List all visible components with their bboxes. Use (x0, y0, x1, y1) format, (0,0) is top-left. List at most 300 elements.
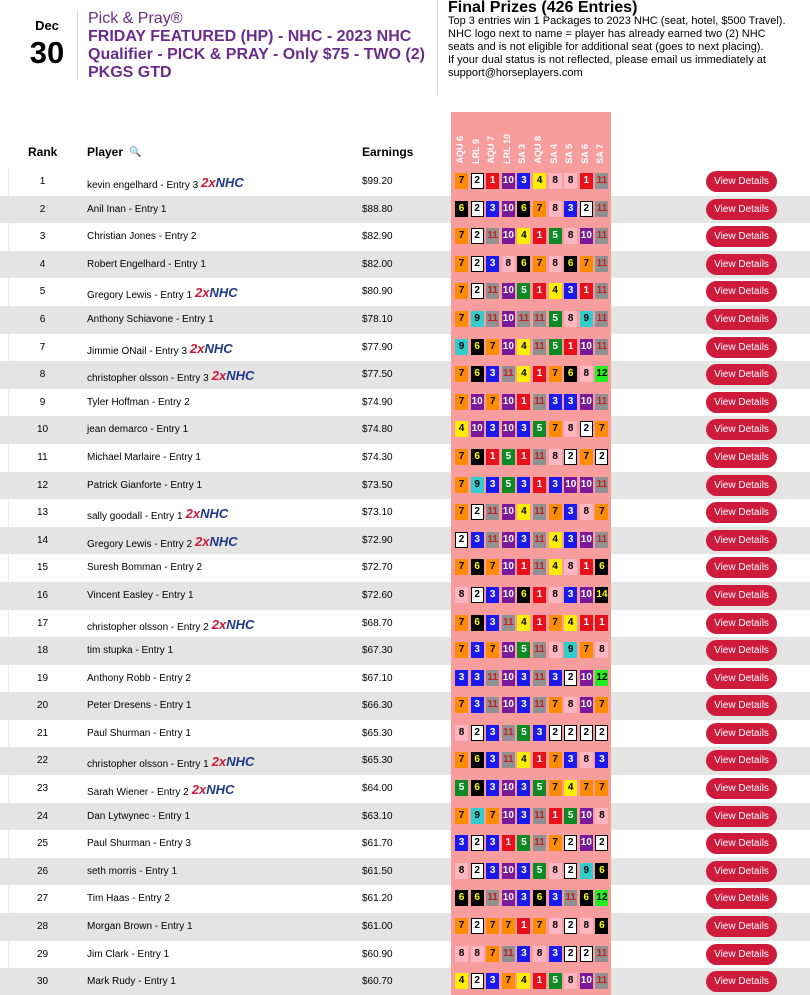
player-name[interactable]: Gregory Lewis - Entry 2 (87, 538, 193, 550)
rank-cell: 21 (36, 727, 49, 739)
picks-strip (451, 527, 611, 555)
pick-cell: 7 (455, 283, 468, 299)
player-name[interactable]: Gregory Lewis - Entry 1 (87, 290, 193, 302)
view-details-button[interactable]: View Details (706, 833, 777, 854)
player-cell (87, 342, 233, 357)
pick-cell: 7 (455, 477, 468, 493)
pick-cell: 2 (580, 725, 593, 741)
nhc-badge-label: NHC (209, 533, 238, 549)
pick-cell: 2 (471, 173, 484, 189)
pick-cell: 11 (533, 311, 546, 327)
player-cell (87, 893, 170, 904)
pick-cell: 3 (549, 946, 562, 962)
divider (77, 10, 78, 80)
pick-cell: 3 (486, 973, 499, 989)
pick-cell: 6 (595, 559, 608, 575)
pick-cell: 7 (486, 394, 499, 410)
pick-cell: 2 (595, 449, 608, 465)
pick-cell: 7 (455, 918, 468, 934)
pick-cell: 7 (549, 615, 562, 631)
picks-strip (451, 196, 611, 224)
pick-cell: 11 (595, 339, 608, 355)
player-name[interactable]: Jimmie ONail - Entry 3 (87, 345, 188, 357)
picks-strip (451, 803, 611, 831)
player-name[interactable]: Jim Clark - Entry 1 (87, 948, 170, 960)
pick-cell: 4 (517, 973, 530, 989)
table-row (0, 582, 810, 610)
pick-cell: 11 (533, 394, 546, 410)
pick-cell: 11 (595, 256, 608, 272)
pick-cell: 6 (471, 752, 484, 768)
race-label: SA 6 (579, 144, 590, 164)
player-cell (87, 755, 254, 770)
rank-cell: 13 (36, 507, 49, 519)
nhc-badge-label: NHC (204, 340, 233, 356)
nhc-badge-count: 2x (195, 285, 210, 301)
view-details-button[interactable]: View Details (706, 309, 777, 330)
pick-cell: 6 (580, 890, 593, 906)
pick-cell: 8 (549, 256, 562, 272)
player-name[interactable]: tim stupka - Entry 1 (87, 645, 174, 657)
pick-cell: 10 (580, 697, 593, 713)
view-details-button[interactable]: View Details (706, 530, 777, 551)
player-column-label: Player (87, 145, 124, 159)
pick-cell: 4 (549, 559, 562, 575)
pick-cell: 8 (549, 587, 562, 603)
pick-cell: 1 (533, 615, 546, 631)
pick-cell: 10 (471, 421, 484, 437)
pick-cell: 6 (471, 780, 484, 796)
player-name[interactable]: Mark Rudy - Entry 1 (87, 976, 176, 988)
picks-strip (451, 941, 611, 969)
pick-cell: 2 (471, 504, 484, 520)
player-name[interactable]: Dan Lytwynec - Entry 1 (87, 810, 191, 822)
pick-cell: 1 (533, 477, 546, 493)
pick-cell: 7 (455, 449, 468, 465)
pick-cell: 3 (564, 587, 577, 603)
player-name[interactable]: Vincent Easley - Entry 1 (87, 589, 194, 601)
view-details-button[interactable]: View Details (706, 199, 777, 220)
nhc-badge-count: 2x (211, 616, 227, 632)
pick-cell: 10 (502, 559, 515, 575)
pick-cell: 10 (502, 228, 515, 244)
pick-cell: 2 (564, 835, 577, 851)
picks-strip (451, 692, 611, 720)
pick-cell: 8 (455, 946, 468, 962)
pick-cell: 2 (549, 725, 562, 741)
player-cell (87, 618, 254, 633)
player-cell (87, 176, 244, 191)
pick-cell: 8 (580, 752, 593, 768)
pick-cell: 7 (455, 752, 468, 768)
pick-cell: 10 (580, 835, 593, 851)
pick-cell: 3 (564, 752, 577, 768)
pick-cell: 6 (471, 339, 484, 355)
pick-cell: 5 (533, 421, 546, 437)
race-label: AQU 7 (486, 136, 497, 164)
table-row (0, 665, 810, 693)
pick-cell: 1 (533, 587, 546, 603)
pick-cell: 10 (502, 532, 515, 548)
picks-strip (451, 554, 611, 582)
player-name[interactable]: Robert Engelhard - Entry 1 (87, 258, 206, 270)
pick-cell: 4 (564, 615, 577, 631)
nhc-badge-label: NHC (226, 616, 255, 632)
pick-cell: 4 (455, 421, 468, 437)
nhc-badge-label: NHC (226, 368, 255, 384)
earnings-cell: $65.30 (362, 727, 393, 739)
pick-cell: 1 (595, 615, 608, 631)
player-cell (87, 645, 173, 656)
pick-cell: 3 (486, 477, 499, 493)
pick-cell: 2 (564, 725, 577, 741)
pick-cell: 10 (580, 394, 593, 410)
pick-cell: 7 (580, 449, 593, 465)
pick-cell: 11 (533, 504, 546, 520)
player-name[interactable]: Anthony Schiavone - Entry 1 (87, 313, 214, 325)
pick-cell: 5 (517, 725, 530, 741)
player-name[interactable]: seth morris - Entry 1 (87, 865, 178, 877)
view-details-button[interactable]: View Details (706, 888, 777, 909)
pick-cell: 8 (595, 808, 608, 824)
pick-cell: 11 (517, 311, 530, 327)
rank-cell: 29 (36, 948, 49, 960)
date-day: 30 (29, 35, 65, 70)
pick-cell: 8 (580, 918, 593, 934)
pick-cell: 10 (580, 339, 593, 355)
player-name[interactable]: christopher olsson - Entry 3 (87, 373, 209, 385)
pick-cell: 11 (533, 449, 546, 465)
pick-cell: 6 (564, 366, 577, 382)
nhc-badge (212, 368, 255, 383)
pick-cell: 11 (595, 173, 608, 189)
player-name[interactable]: Paul Shurman - Entry 3 (87, 838, 191, 850)
pick-cell: 3 (533, 725, 546, 741)
table-row (0, 499, 810, 527)
pick-cell: 7 (486, 808, 499, 824)
player-name[interactable]: Sarah Wiener - Entry 2 (87, 787, 189, 799)
pick-cell: 8 (471, 946, 484, 962)
earnings-cell: $77.50 (362, 369, 393, 381)
earnings-cell: $61.50 (362, 865, 393, 877)
player-cell (87, 811, 190, 822)
player-cell (87, 921, 193, 932)
pick-cell: 3 (486, 421, 499, 437)
pick-cell: 8 (564, 421, 577, 437)
player-name[interactable]: christopher olsson - Entry 2 (87, 621, 209, 633)
nhc-badge (212, 754, 255, 769)
pick-cell: 5 (533, 863, 546, 879)
pick-cell: 8 (580, 504, 593, 520)
rank-cell: 14 (36, 534, 49, 546)
pick-cell: 8 (455, 587, 468, 603)
race-label: SA 5 (564, 144, 575, 164)
pick-cell: 7 (486, 918, 499, 934)
pick-cell: 4 (455, 973, 468, 989)
view-details-button[interactable]: View Details (706, 226, 777, 247)
pick-cell: 10 (502, 863, 515, 879)
view-details-button[interactable]: View Details (706, 723, 777, 744)
pick-cell: 10 (580, 808, 593, 824)
pick-cell: 3 (486, 366, 499, 382)
pick-cell: 7 (455, 504, 468, 520)
view-details-button[interactable]: View Details (706, 392, 777, 413)
pick-cell: 7 (549, 780, 562, 796)
player-name[interactable]: Tyler Hoffman - Entry 2 (87, 396, 190, 408)
pick-cell: 8 (502, 256, 515, 272)
view-details-button[interactable]: View Details (706, 419, 777, 440)
pick-cell: 2 (595, 725, 608, 741)
pick-cell: 1 (580, 173, 593, 189)
pick-cell: 6 (471, 449, 484, 465)
pick-cell: 7 (595, 421, 608, 437)
player-name[interactable]: Christian Jones - Entry 2 (87, 231, 197, 243)
race-header-strip (451, 112, 611, 168)
picks-strip (451, 361, 611, 389)
view-details-button[interactable]: View Details (706, 916, 777, 937)
table-row (0, 858, 810, 886)
rank-cell: 6 (39, 313, 46, 325)
view-details-button[interactable]: View Details (706, 613, 777, 634)
picks-strip (451, 168, 611, 196)
player-name[interactable]: Peter Dresens - Entry 1 (87, 700, 192, 712)
pick-cell: 3 (517, 532, 530, 548)
pick-cell: 8 (564, 697, 577, 713)
pick-cell: 11 (533, 532, 546, 548)
view-details-button[interactable]: View Details (706, 806, 777, 827)
pick-cell: 7 (455, 173, 468, 189)
view-details-button[interactable]: View Details (706, 640, 777, 661)
rank-cell: 3 (39, 231, 46, 243)
player-name[interactable]: jean demarco - Entry 1 (87, 424, 189, 436)
pick-cell: 7 (595, 697, 608, 713)
table-row (0, 747, 810, 775)
pick-cell: 4 (549, 283, 562, 299)
pick-cell: 2 (471, 835, 484, 851)
pick-cell: 7 (502, 973, 515, 989)
pick-cell: 6 (595, 918, 608, 934)
pick-cell: 7 (549, 504, 562, 520)
pick-cell: 7 (455, 394, 468, 410)
player-cell (87, 728, 191, 739)
pick-cell: 3 (517, 697, 530, 713)
view-details-button[interactable]: View Details (706, 281, 777, 302)
pick-cell: 11 (533, 835, 546, 851)
view-details-button[interactable]: View Details (706, 861, 777, 882)
player-cell (87, 783, 234, 798)
view-details-button[interactable]: View Details (706, 695, 777, 716)
view-details-button[interactable]: View Details (706, 750, 777, 771)
player-name[interactable]: Anil Inan - Entry 1 (87, 203, 167, 215)
rank-cell: 23 (36, 783, 49, 795)
pick-cell: 2 (471, 587, 484, 603)
view-details-button[interactable]: View Details (706, 585, 777, 606)
pick-cell: 7 (595, 504, 608, 520)
player-name[interactable]: kevin engelhard - Entry 3 (87, 180, 199, 191)
view-details-button[interactable]: View Details (706, 971, 777, 992)
pick-cell: 2 (564, 670, 577, 686)
pick-cell: 4 (517, 615, 530, 631)
pick-cell: 11 (595, 973, 608, 989)
player-cell (87, 673, 191, 684)
player-name[interactable]: Patrick Gianforte - Entry 1 (87, 479, 203, 491)
pick-cell: 3 (486, 201, 499, 217)
pick-cell: 3 (486, 615, 499, 631)
pick-cell: 6 (533, 890, 546, 906)
player-name[interactable]: Anthony Robb - Entry 2 (87, 672, 191, 684)
player-name[interactable]: Morgan Brown - Entry 1 (87, 921, 193, 933)
nhc-badge-count: 2x (201, 175, 216, 190)
nhc-badge (186, 506, 229, 521)
pick-cell: 2 (564, 449, 577, 465)
view-details-button[interactable]: View Details (706, 944, 777, 965)
view-details-button[interactable]: View Details (706, 557, 777, 578)
view-details-button[interactable]: View Details (706, 475, 777, 496)
pick-cell: 11 (502, 752, 515, 768)
nhc-badge (212, 617, 255, 632)
pick-cell: 11 (533, 559, 546, 575)
view-details-button[interactable]: View Details (706, 447, 777, 468)
pick-cell: 10 (580, 973, 593, 989)
pick-cell: 11 (533, 697, 546, 713)
pick-cell: 7 (455, 697, 468, 713)
earnings-cell: $64.00 (362, 783, 393, 795)
earnings-cell: $66.30 (362, 700, 393, 712)
nhc-badge-count: 2x (211, 754, 227, 770)
rank-cell: 25 (36, 838, 49, 850)
player-name[interactable]: Tim Haas - Entry 2 (87, 893, 170, 905)
rank-cell: 26 (36, 865, 49, 877)
earnings-cell: $72.70 (362, 562, 393, 574)
pick-cell: 3 (564, 394, 577, 410)
view-details-button[interactable]: View Details (706, 364, 777, 385)
pick-cell: 8 (564, 973, 577, 989)
search-icon[interactable]: 🔍 (129, 147, 142, 159)
nhc-badge (195, 285, 238, 300)
nhc-badge-label: NHC (200, 506, 229, 522)
pick-cell: 8 (549, 201, 562, 217)
pick-cell: 6 (471, 559, 484, 575)
earnings-cell: $72.60 (362, 589, 393, 601)
prizes-line: If your dual status is not reflected, please email us immediately at support@horseplayers.com (448, 54, 766, 79)
pick-cell: 5 (549, 311, 562, 327)
pick-cell: 11 (486, 311, 499, 327)
player-name[interactable]: christopher olsson - Entry 1 (87, 759, 209, 771)
table-row (0, 941, 810, 969)
view-details-button[interactable]: View Details (706, 778, 777, 799)
pick-cell: 3 (517, 863, 530, 879)
pick-cell: 11 (486, 283, 499, 299)
pick-cell: 11 (595, 946, 608, 962)
picks-strip (451, 444, 611, 472)
contest-title: FRIDAY FEATURED (HP) - NHC - 2023 NHC Qualifier - PICK & PRAY - Only $75 - TWO (2) PKGS GTD (88, 28, 425, 81)
pick-cell: 10 (502, 697, 515, 713)
picks-strip (451, 665, 611, 693)
earnings-cell: $73.10 (362, 507, 393, 519)
nhc-badge (190, 341, 233, 356)
pick-cell: 5 (549, 973, 562, 989)
nhc-badge-count: 2x (211, 368, 227, 384)
pick-cell: 3 (517, 890, 530, 906)
pick-cell: 8 (564, 559, 577, 575)
rank-cell: 20 (36, 700, 49, 712)
pick-cell: 10 (564, 477, 577, 493)
view-details-button[interactable]: View Details (706, 502, 777, 523)
race-label: LRL 10 (501, 134, 512, 164)
pick-cell: 1 (580, 615, 593, 631)
pick-cell: 6 (471, 890, 484, 906)
pick-cell: 8 (455, 863, 468, 879)
player-cell (87, 397, 190, 408)
pick-cell: 11 (595, 228, 608, 244)
pick-cell: 3 (517, 421, 530, 437)
pick-cell: 10 (502, 421, 515, 437)
pick-cell: 1 (502, 835, 515, 851)
pick-cell: 1 (580, 283, 593, 299)
view-details-button[interactable]: View Details (706, 254, 777, 275)
pick-cell: 8 (564, 228, 577, 244)
leaderboard-header (0, 112, 810, 168)
pick-cell: 2 (471, 228, 484, 244)
player-name[interactable]: Paul Shurman - Entry 1 (87, 727, 191, 739)
view-details-button[interactable]: View Details (706, 337, 777, 358)
player-name[interactable]: Suresh Bomman - Entry 2 (87, 562, 203, 574)
picks-strip (451, 885, 611, 913)
rank-cell: 2 (39, 203, 46, 215)
pick-cell: 2 (471, 283, 484, 299)
pick-cell: 1 (517, 394, 530, 410)
player-cell (87, 866, 177, 877)
contest-date (22, 18, 72, 69)
view-details-button[interactable]: View Details (706, 668, 777, 689)
pick-cell: 11 (486, 670, 499, 686)
pick-cell: 10 (502, 670, 515, 686)
view-details-button[interactable]: View Details (706, 171, 777, 192)
picks-strip (451, 499, 611, 527)
pick-cell: 3 (486, 725, 499, 741)
nhc-badge-count: 2x (190, 340, 205, 356)
player-name[interactable]: Michael Marlaire - Entry 1 (87, 451, 201, 463)
pick-cell: 3 (517, 780, 530, 796)
table-row (0, 223, 810, 251)
player-name[interactable]: sally goodall - Entry 1 (87, 511, 183, 523)
pick-cell: 9 (471, 311, 484, 327)
table-row (0, 720, 810, 748)
table-row (0, 885, 810, 913)
pick-cell: 5 (533, 780, 546, 796)
earnings-cell: $68.70 (362, 617, 393, 629)
pick-cell: 3 (486, 863, 499, 879)
pick-cell: 7 (549, 752, 562, 768)
prizes-line: Top 3 entries win 1 Packages to 2023 NHC (seat, hotel, $500 Travel). (448, 15, 786, 27)
earnings-column-header: Earnings (362, 145, 414, 159)
earnings-cell: $82.00 (362, 258, 393, 270)
table-row (0, 637, 810, 665)
pick-cell: 3 (564, 504, 577, 520)
pick-cell: 8 (533, 946, 546, 962)
pick-cell: 2 (471, 201, 484, 217)
pick-cell: 3 (564, 283, 577, 299)
pick-cell: 10 (580, 228, 593, 244)
table-row (0, 444, 810, 472)
pick-cell: 7 (549, 835, 562, 851)
pick-cell: 11 (533, 339, 546, 355)
pick-cell: 2 (455, 532, 468, 548)
pick-cell: 2 (564, 946, 577, 962)
table-row (0, 775, 810, 803)
pick-cell: 6 (517, 201, 530, 217)
pick-cell: 6 (564, 256, 577, 272)
